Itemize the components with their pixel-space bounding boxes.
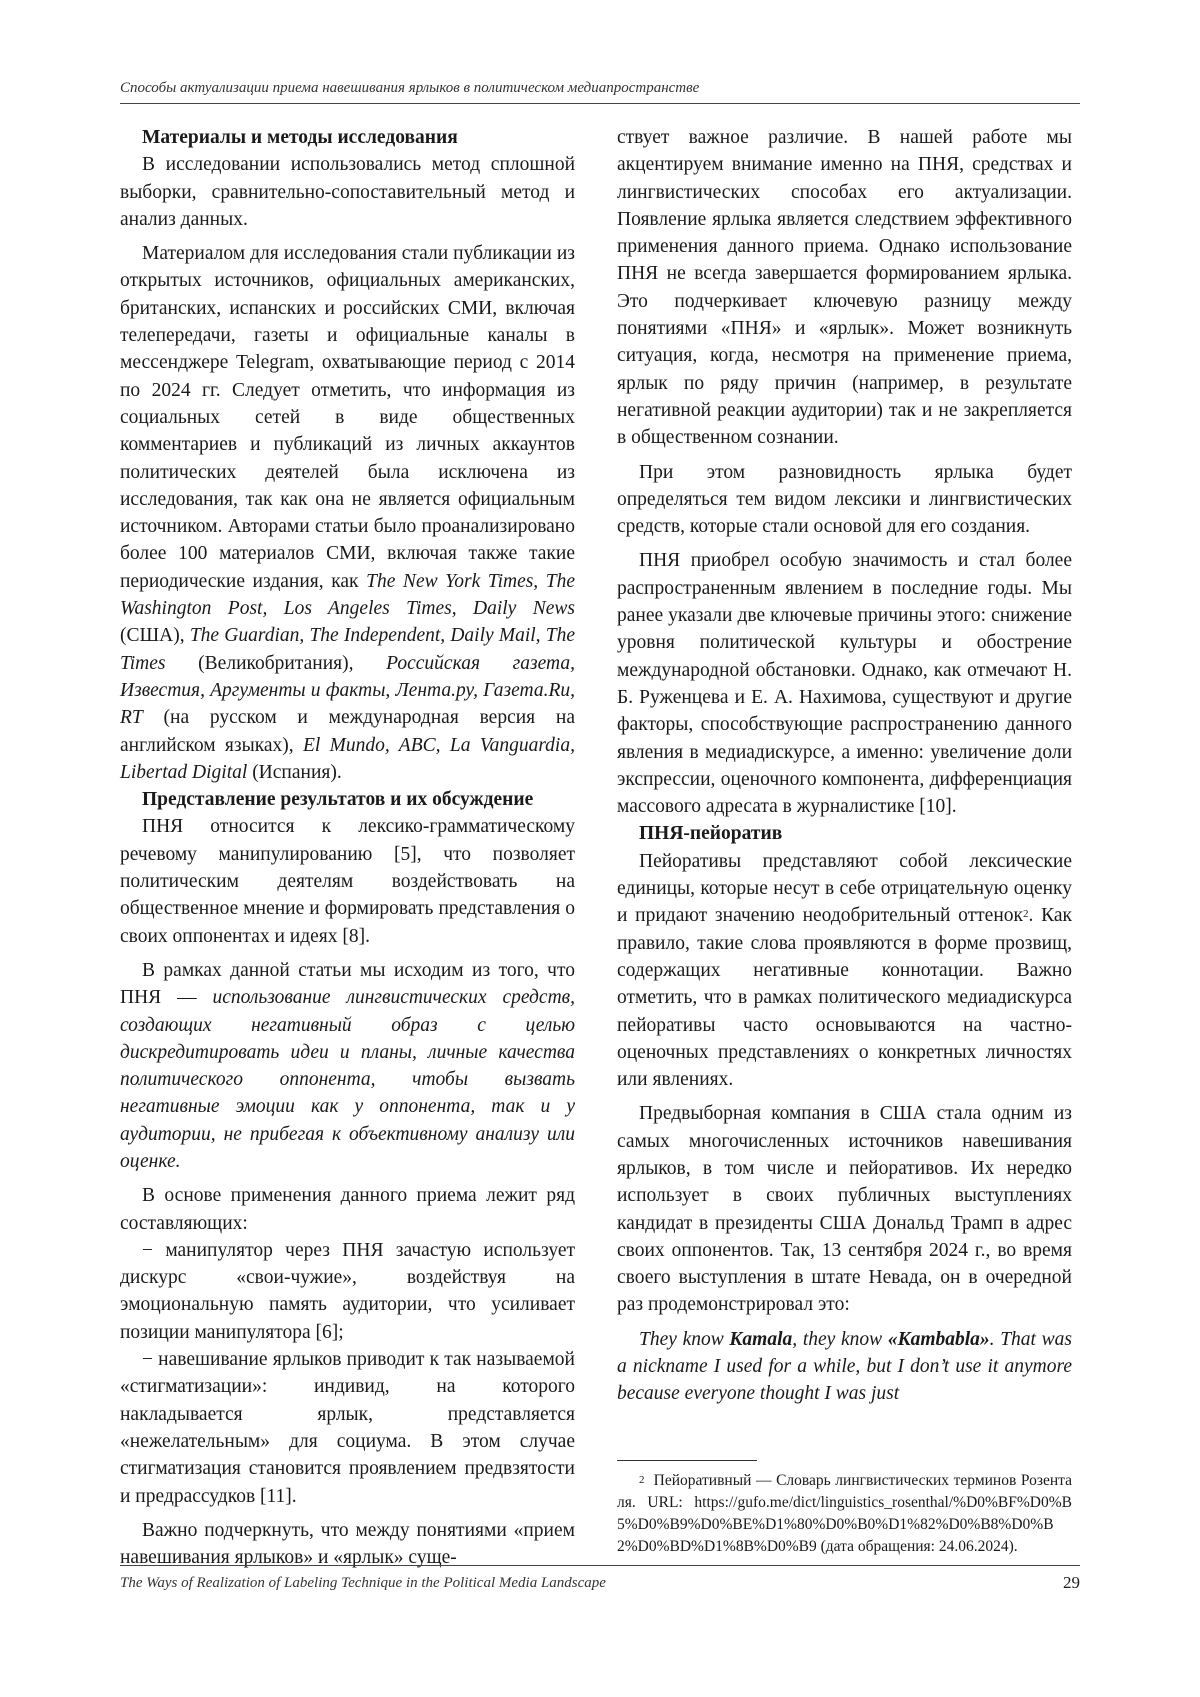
- paragraph: ПНЯ относится к лексико-грамматическому речевому манипулированию [5], что позволяет политическим деятелям воздействовать на общественное мнение и формировать представления о своих оппонентах и идеях [8].: [120, 816, 575, 947]
- paragraph: Предвыборная компания в США стала одним из самых многочисленных источников навешивания ярлыков, в том числе и пейоративов. Их нередко использует в своих публичных выступлениях кандидат в президенты США Дональд Трамп в адрес своих оппонентов. Так, 13 сентября 2024 г., во время своего выступления в штате Невада, он в очередной раз продемонстрировал это:: [617, 1103, 1072, 1316]
- footer-rule: [120, 1565, 1080, 1566]
- list-item: − навешивание ярлыков приводит к так называемой «стигматизации»: индивид, на которого накладывается ярлык, представляется «нежелательным» для социума. В этом случае стигматизация становится проявлением предвзятости и предрассудков [11].: [120, 1349, 575, 1507]
- paragraph: В основе применения данного приема лежит ряд составляющих:: [120, 1185, 575, 1234]
- section-heading-results: Представление результатов и их обсуждение: [142, 789, 534, 811]
- list-item: − манипулятор через ПНЯ зачастую использует дискурс «свои-чужие», воздействуя на эмоциональную память аудитории, что усиливает позиции манипулятора [6];: [120, 1239, 575, 1343]
- right-column: [617, 124, 1072, 1408]
- header-rule: [120, 103, 1080, 104]
- running-header: Способы актуализации приема навешивания ярлыков в политическом медиапространстве: [120, 80, 700, 96]
- footnote-ref: 2: [1023, 908, 1029, 921]
- running-footer: The Ways of Realization of Labeling Technique in the Political Media Landscape: [120, 1575, 606, 1591]
- paragraph: Важно подчеркнуть, что между понятиями «прием навешивания ярлыков» и «ярлык» суще-: [120, 1519, 575, 1569]
- paragraph: ПНЯ приобрел особую значимость и стал более распространенным явлением в последние годы. Мы ранее указали две ключевые причины этого: снижение уровня политической культуры и обострение международной обстановки. Однако, как отмечают Н. Б. Руженцева и Е. А. Нахимова, существуют и другие факторы, способствующие распространению данного явления в медиадискурсе, а именно: увеличение доли экспрессии, оценочного компонента, дифференциация массового адресата в журналистике [10].: [617, 550, 1072, 818]
- paragraph: Пейоративы представляют собой лексические единицы, которые несут в себе отрицательную оценку и придают значению неодобрительный оттенок$^2$. Как правило, такие слова проявляются в форме прозвищ, содержащих негативные коннотации. Важно отметить, что в рамках политического медиадискурса пейоративы часто основываются на частно-оценочных представлениях о конкретных личностях или явлениях.: [617, 850, 1072, 1091]
- paragraph: В рамках данной статьи мы исходим из того, что ПНЯ — использование лингвистических средств, создающих негативный образ с целью дискредитировать идеи и планы, личные качества политического оппонента, чтобы вызвать негативные эмоции как у оппонента, так и у аудитории, не прибегая к объективному анализу или оценке.: [120, 959, 575, 1172]
- paragraph: Материалом для исследования стали публикации из открытых источников, официальных американских, британских, испанских и российских СМИ, включая телепередачи, газеты и официальные каналы в мессенджере Telegram, охватывающие период с 2014 по 2024 гг. Следует отметить, что информация из социальных сетей в виде общественных комментариев и публикаций из личных аккаунтов политических деятелей была исключена из исследования, так как она не является официальным источником. Авторами статьи было проанализировано более 100 материалов СМИ, включая также такие периодические издания, как The New York Times, The Washington Post, Los Angeles Times, Daily News (США), The Guardian, The Independent, Daily Mail, The Times (Великобритания), Российская газета, Известия, Аргументы и факты, Лента.ру, Газета.Ru, RT (на русском и международная версия на английском языках), El Mundo, ABC, La Vanguardia, Libertad Digital (Испания).: [120, 243, 576, 783]
- paragraph: При этом разновидность ярлыка будет определяться тем видом лексики и лингвистических средств, которые стали основой для его создания.: [617, 461, 1072, 538]
- footnote-number: 2: [639, 1474, 645, 1486]
- left-column: [120, 124, 575, 1571]
- footnote-rule: [617, 1460, 757, 1461]
- footnote: $^2$ Пейоративный — Словарь лингвистических терминов Розенталя. URL: https://gufo.me/dict/linguistics_rosenthal/%D0%BF%D0%B5%D0%B9%D0%BE%D1%80%D0%B0%D1%82%D0%B8%D0%B2%D0%BD%D1%8B%D0%B9 (дата обращения: 24.06.2024).: [617, 1472, 1072, 1555]
- paragraph: В исследовании использовались метод сплошной выборки, сравнительно-сопоставительный метод и анализ данных.: [120, 154, 575, 230]
- page-number: 29: [1063, 1573, 1080, 1592]
- section-heading-pejorative: ПНЯ-пейоратив: [639, 823, 783, 845]
- quote: They know Kamala, they know «Kambabla». That was a nickname I used for a while, but I don’t use it anymore because everyone thought I was just: [617, 1328, 1072, 1405]
- section-heading-materials: Материалы и методы исследования: [142, 127, 458, 148]
- paragraph: ствует важное различие. В нашей работе мы акцентируем внимание именно на ПНЯ, средствах и лингвистических способах его актуализации. Появление ярлыка является следствием эффективного применения данного приема. Однако использование ПНЯ не всегда завершается формированием ярлыка. Это подчеркивает ключевую разницу между понятиями «ПНЯ» и «ярлык». Может возникнуть ситуация, когда, несмотря на применение приема, ярлык по ряду причин (например, в результате негативной реакции аудитории) так и не закрепляется в общественном сознании.: [617, 127, 1072, 449]
